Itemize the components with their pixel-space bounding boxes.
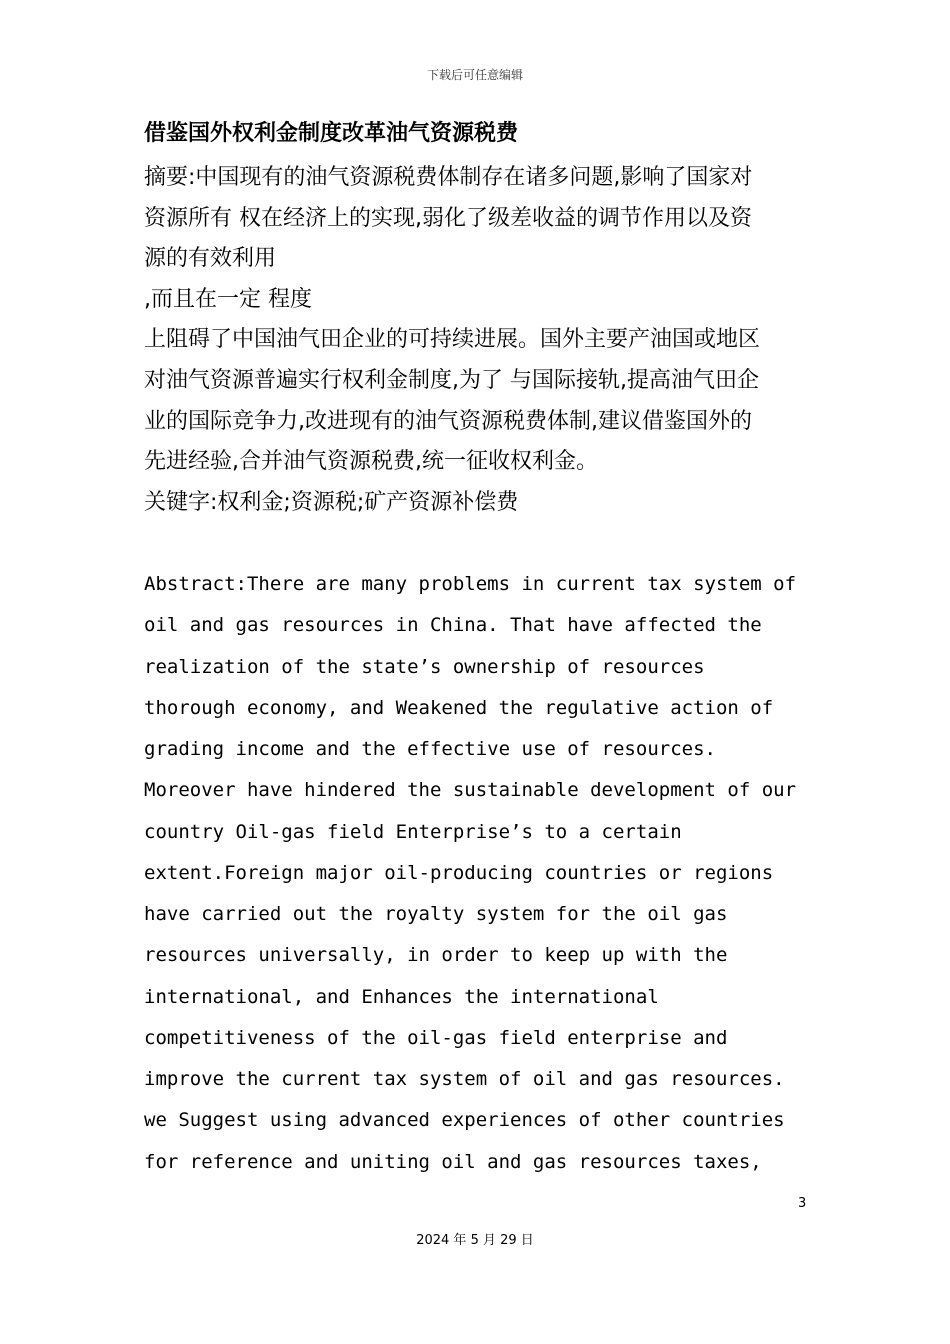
document-title: 借鉴国外权利金制度改革油气资源税费 xyxy=(144,121,519,146)
abstract-en-line: for reference and uniting oil and gas resources taxes, xyxy=(144,1150,762,1173)
page-footer-date: 2024 年 5 月 29 日 xyxy=(416,1233,534,1248)
abstract-en-line: competitiveness of the oil-gas field enterprise and xyxy=(144,1026,728,1049)
chinese-abstract xyxy=(144,158,824,523)
abstract-cn-line: 资源所有 权在经济上的实现,弱化了级差收益的调节作用以及资 xyxy=(144,205,752,231)
abstract-cn-line: 业的国际竞争力,改进现有的油气资源税费体制,建议借鉴国外的 xyxy=(144,408,752,434)
abstract-en-line: international, and Enhances the international xyxy=(144,985,659,1008)
abstract-en-line: oil and gas resources in China. That have affected the xyxy=(144,614,762,637)
abstract-en-line: Abstract:There are many problems in current tax system of xyxy=(144,573,797,595)
page-number: 3 xyxy=(798,1196,807,1211)
abstract-en-line: grading income and the effective use of resources. xyxy=(144,738,716,760)
abstract-en-line: resources universally, in order to keep up with the xyxy=(144,944,728,967)
abstract-en-line: thorough economy, and Weakened the regulative action of xyxy=(144,696,774,719)
english-abstract xyxy=(144,564,824,1183)
abstract-cn-line: 上阻碍了中国油气田企业的可持续进展。国外主要产油国或地区 xyxy=(144,327,761,353)
page-header: 下载后可任意编辑 xyxy=(426,68,523,82)
keywords-line: 关键字:权利金;资源税;矿产资源补偿费 xyxy=(144,489,519,515)
abstract-cn-line: 摘要:中国现有的油气资源税费体制存在诸多问题,影响了国家对 xyxy=(144,165,753,190)
abstract-cn-line: 对油气资源普遍实行权利金制度,为了 与国际接轨,提高油气田企 xyxy=(144,367,759,393)
abstract-en-line: have carried out the royalty system for the oil gas xyxy=(144,903,728,925)
abstract-en-line: Moreover have hindered the sustainable development of our xyxy=(144,779,797,802)
abstract-cn-line: 先进经验,合并油气资源税费,统一征收权利金。 xyxy=(144,449,598,475)
abstract-en-line: country Oil-gas field Enterprise’s to a certain xyxy=(144,820,682,843)
abstract-en-line: improve the current tax system of oil and gas resources. xyxy=(144,1068,785,1090)
abstract-cn-line: ,而且在一定 程度 xyxy=(144,286,312,312)
abstract-en-line: extent.Foreign major oil-producing countries or regions xyxy=(144,861,774,884)
abstract-cn-line: 源的有效利用 xyxy=(144,246,277,272)
abstract-en-line: we Suggest using advanced experiences of other countries xyxy=(144,1109,785,1132)
abstract-en-line: realization of the state’s ownership of resources xyxy=(144,655,705,678)
